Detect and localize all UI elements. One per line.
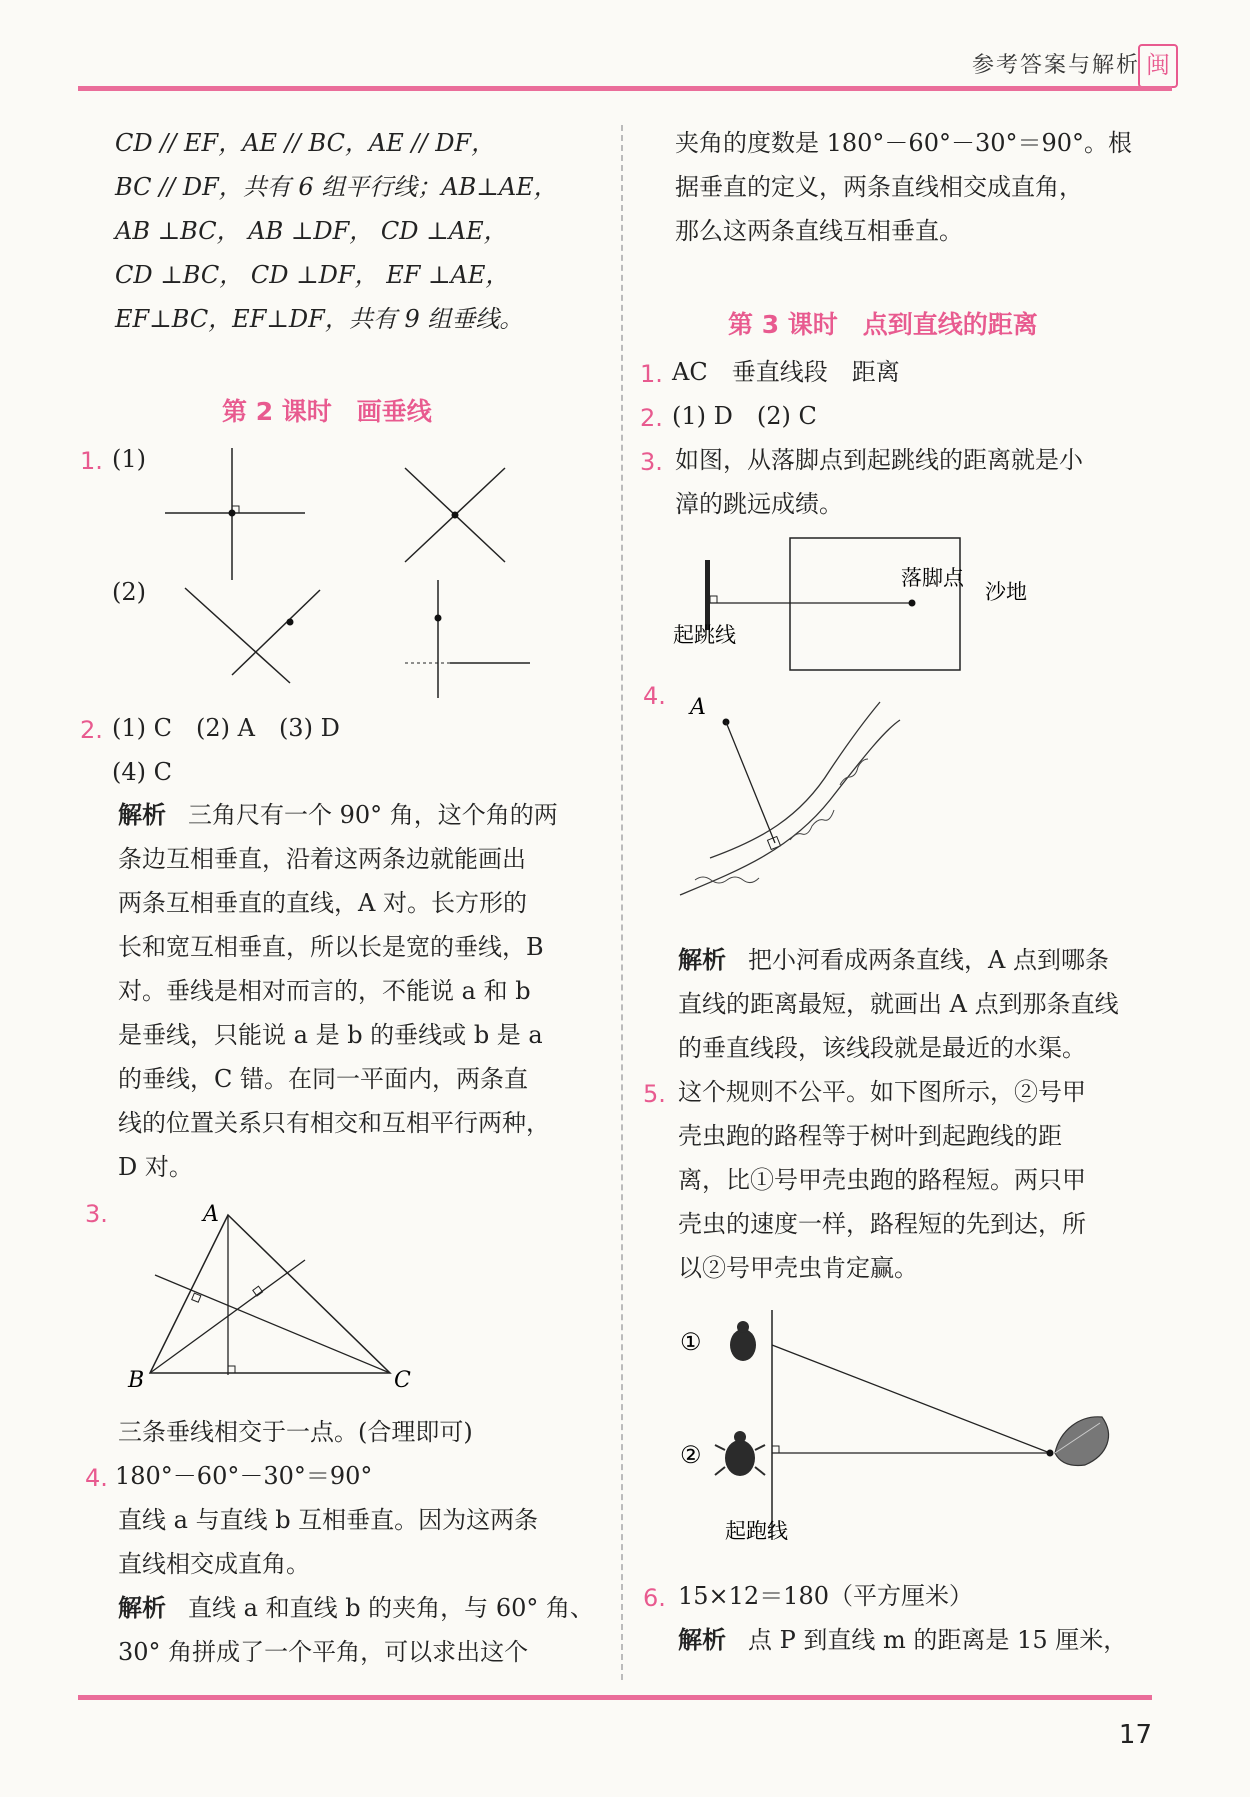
section-title-lesson3: 第 3 课时 点到直线的距离 — [728, 310, 1038, 339]
r-q3-longjump-figure — [665, 530, 1065, 675]
header-badge: 闽 — [1138, 44, 1178, 88]
continued-line-2: 据垂直的定义，两条直线相交成直角， — [675, 173, 1083, 201]
r-q4-river-figure — [670, 690, 940, 905]
r-q2-answer: (1) D (2) C — [672, 402, 817, 430]
r-q4-label-a: A — [690, 695, 706, 720]
r-q5-line-1: 这个规则不公平。如下图所示，②号甲 — [678, 1078, 1086, 1106]
column-divider — [621, 125, 623, 1680]
q4-equation: 180°－60°－30°＝90° — [115, 1462, 373, 1490]
r-q3-line-1: 如图，从落脚点到起跳线的距离就是小 — [675, 446, 1083, 474]
r-q5-line-4: 壳虫的速度一样，路程短的先到达，所 — [678, 1210, 1086, 1238]
q4-number: 4. — [85, 1464, 108, 1492]
r-q5-label-start: 起跑线 — [725, 1519, 788, 1543]
q4-answer-line-1: 直线 a 与直线 b 互相垂直。因为这两条 — [118, 1506, 539, 1534]
q2-analysis-line-8: 线的位置关系只有相交和互相平行两种， — [118, 1109, 550, 1137]
beetle-one-icon — [730, 1321, 756, 1361]
r-q5-line-2: 壳虫跑的路程等于树叶到起跑线的距 — [678, 1122, 1062, 1150]
q4-analysis-line-2: 30° 角拼成了一个平角，可以求出这个 — [118, 1638, 529, 1666]
r-q5-label-two: ② — [680, 1441, 702, 1469]
r-q4-analysis-label: 解析 — [678, 945, 726, 974]
q4-analysis-label: 解析 — [118, 1593, 166, 1622]
q2-answer-line2: (4) C — [112, 758, 172, 786]
r-q6-analysis-text: 点 P 到直线 m 的距离是 15 厘米， — [748, 1626, 1128, 1654]
intro-line-4: CD ⊥BC， CD ⊥DF， EF ⊥AE， — [115, 261, 510, 289]
section-title-lesson2: 第 2 课时 画垂线 — [222, 397, 432, 426]
r-q5-beetle-race-figure — [670, 1305, 1130, 1550]
r-q1-number: 1. — [640, 360, 663, 388]
q2-analysis-line-6: 是垂线，只能说 a 是 b 的垂线或 b 是 a — [118, 1021, 543, 1049]
intro-line-2: BC // DF，共有 6 组平行线；AB⊥AE， — [115, 173, 558, 201]
continued-line-3: 那么这两条直线互相垂直。 — [675, 217, 963, 245]
top-rule — [78, 86, 1172, 91]
q3-label-b: B — [128, 1368, 145, 1390]
intro-line-1: CD // EF，AE // BC，AE // DF， — [115, 129, 496, 157]
leaf-icon — [1055, 1417, 1108, 1466]
q2-analysis-line-9: D 对。 — [118, 1153, 193, 1181]
r-q5-line-3: 离，比①号甲壳虫跑的路程短。两只甲 — [678, 1166, 1086, 1194]
r-q5-label-one: ① — [680, 1328, 702, 1356]
r-q3-number: 3. — [640, 448, 663, 476]
beetle-two-icon — [715, 1431, 765, 1476]
q3-conclusion: 三条垂线相交于一点。(合理即可) — [118, 1418, 473, 1446]
intro-line-5: EF⊥BC，EF⊥DF，共有 9 组垂线。 — [115, 305, 524, 333]
q2-analysis-label: 解析 — [118, 800, 166, 829]
intro-line-3: AB ⊥BC， AB ⊥DF， CD ⊥AE， — [115, 217, 508, 245]
page-number: 17 — [1118, 1720, 1152, 1750]
q3-label-c: C — [394, 1368, 411, 1390]
q1-part2-label: (2) — [112, 578, 146, 606]
r-q3-label-landing: 落脚点 — [901, 566, 964, 590]
q2-answer-line1: (1) C (2) A (3) D — [112, 714, 340, 742]
r-q6-equation: 15×12＝180（平方厘米） — [678, 1582, 973, 1610]
q1-number: 1. — [80, 447, 103, 475]
q4-answer-line-2: 直线相交成直角。 — [118, 1550, 310, 1578]
bottom-rule — [78, 1695, 1152, 1700]
r-q4-number: 4. — [643, 682, 666, 710]
r-q6-analysis-label: 解析 — [678, 1625, 726, 1654]
q2-analysis-line-5: 对。垂线是相对而言的，不能说 a 和 b — [118, 977, 531, 1005]
q2-analysis-line-4: 长和宽互相垂直，所以长是宽的垂线，B — [118, 933, 544, 961]
r-q3-label-sand: 沙地 — [985, 580, 1027, 604]
r-q4-analysis-line-1: 把小河看成两条直线，A 点到哪条 — [748, 946, 1109, 974]
header-title: 参考答案与解析 — [971, 53, 1140, 78]
q2-analysis-line-1: 三角尺有一个 90° 角，这个角的两 — [188, 801, 558, 829]
q4-analysis-line-1: 直线 a 和直线 b 的夹角，与 60° 角、 — [188, 1594, 594, 1622]
r-q1-answer: AC 垂直线段 距离 — [672, 358, 900, 386]
r-q2-number: 2. — [640, 404, 663, 432]
r-q5-line-5: 以②号甲壳虫肯定赢。 — [678, 1254, 918, 1282]
q2-analysis-line-3: 两条互相垂直的直线，A 对。长方形的 — [118, 889, 527, 917]
q2-analysis-line-7: 的垂线，C 错。在同一平面内，两条直 — [118, 1065, 528, 1093]
r-q6-number: 6. — [643, 1584, 666, 1612]
q3-triangle-figure — [120, 1195, 440, 1390]
q2-analysis-line-2: 条边互相垂直，沿着这两条边就能画出 — [118, 845, 526, 873]
r-q5-number: 5. — [643, 1080, 666, 1108]
continued-line-1: 夹角的度数是 180°－60°－30°＝90°。根 — [675, 129, 1133, 157]
r-q4-analysis-line-2: 直线的距离最短，就画出 A 点到那条直线 — [678, 990, 1119, 1018]
q1-perpendicular-figures — [150, 440, 530, 710]
r-q3-line-2: 漳的跳远成绩。 — [675, 490, 843, 518]
r-q4-analysis-line-3: 的垂直线段，该线段就是最近的水渠。 — [678, 1034, 1086, 1062]
q1-part1-label: (1) — [112, 445, 146, 473]
q3-number: 3. — [85, 1200, 108, 1228]
q3-label-a: A — [203, 1202, 219, 1227]
q2-number: 2. — [80, 716, 103, 744]
r-q3-label-takeoff: 起跳线 — [673, 623, 736, 647]
